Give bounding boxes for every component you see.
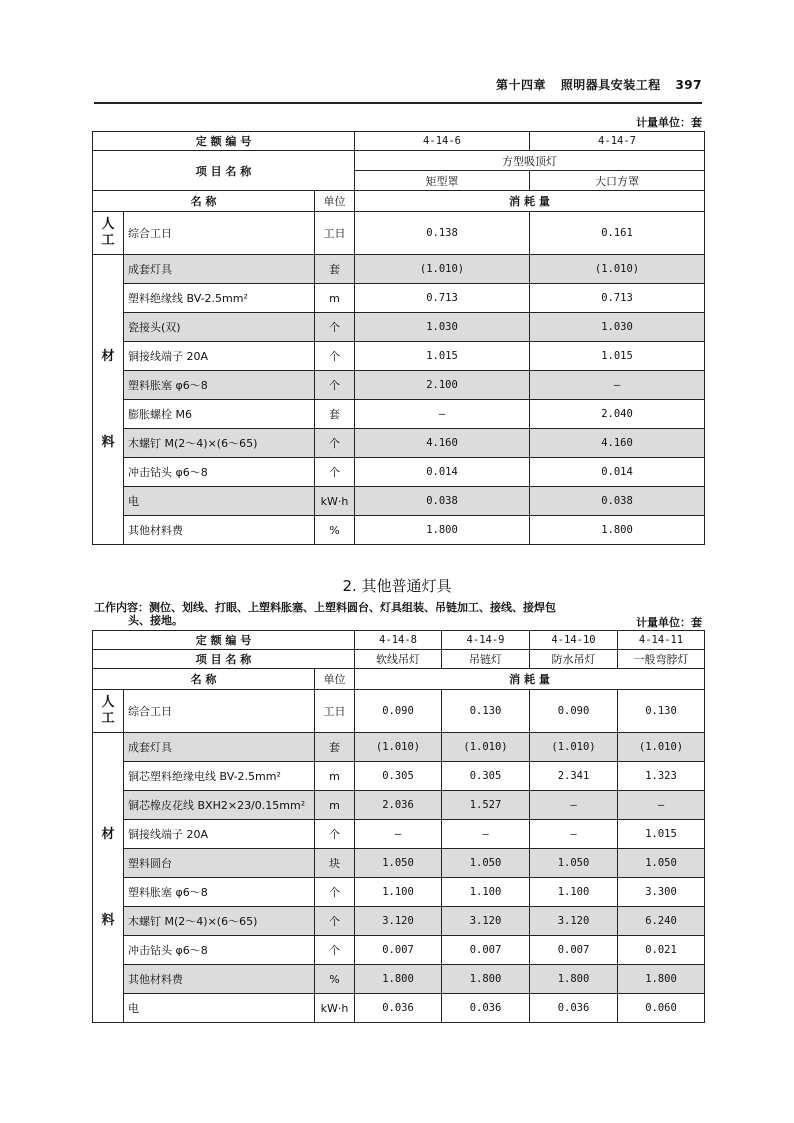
quota-code: 4-14-6 — [355, 132, 530, 151]
material-value: 3.120 — [442, 907, 530, 936]
material-value: 1.015 — [618, 820, 705, 849]
material-name: 塑料圆台 — [124, 849, 315, 878]
material-name: 冲击钻头 φ6～8 — [124, 458, 315, 487]
item-group: 方型吸顶灯 — [355, 151, 705, 171]
material-name: 铜芯橡皮花线 BXH2×23/0.15mm² — [124, 791, 315, 820]
material-unit: 个 — [315, 907, 355, 936]
material-name: 膨胀螺栓 M6 — [124, 400, 315, 429]
table1-unit: 计量单位：套 — [636, 116, 702, 129]
quota-table-1 — [92, 131, 705, 545]
material-unit: m — [315, 762, 355, 791]
material-value: 0.036 — [530, 994, 618, 1023]
material-unit: 个 — [315, 342, 355, 371]
labor-name: 综合工日 — [124, 690, 315, 733]
chapter-title: 照明器具安装工程 — [560, 78, 661, 92]
material-name: 木螺钉 M(2～4)×(6～65) — [124, 429, 315, 458]
labor-unit: 工日 — [315, 212, 355, 255]
material-value: 3.120 — [355, 907, 442, 936]
material-value: 1.800 — [355, 965, 442, 994]
material-unit: % — [315, 965, 355, 994]
material-value: — — [530, 791, 618, 820]
material-value: — — [530, 820, 618, 849]
material-name: 铜接线端子 20A — [124, 342, 315, 371]
labor-value: 0.090 — [355, 690, 442, 733]
labor-category: 人工 — [93, 690, 124, 733]
material-value: 1.100 — [530, 878, 618, 907]
material-value: 1.800 — [618, 965, 705, 994]
material-category-char: 材 — [101, 826, 115, 842]
material-unit: kW·h — [315, 994, 355, 1023]
item-subname: 一般弯脖灯 — [618, 650, 705, 669]
header-text — [486, 76, 702, 93]
consumption-label: 消 耗 量 — [355, 669, 705, 690]
material-unit: 个 — [315, 458, 355, 487]
chapter-label: 第十四章 — [496, 78, 547, 92]
material-name: 成套灯具 — [124, 255, 315, 284]
material-unit: 个 — [315, 371, 355, 400]
material-value: 1.050 — [355, 849, 442, 878]
material-value: — — [442, 820, 530, 849]
labor-name: 综合工日 — [124, 212, 315, 255]
material-value: 1.800 — [355, 516, 530, 545]
material-value: 0.305 — [355, 762, 442, 791]
name-label: 名 称 — [93, 191, 315, 212]
material-unit: 套 — [315, 733, 355, 762]
material-value: — — [355, 820, 442, 849]
material-value: 4.160 — [530, 429, 705, 458]
quota-code: 4-14-9 — [442, 631, 530, 650]
page-header — [94, 72, 702, 104]
material-name: 铜接线端子 20A — [124, 820, 315, 849]
material-name: 其他材料费 — [124, 516, 315, 545]
material-value: 1.323 — [618, 762, 705, 791]
material-category — [93, 733, 124, 1023]
material-unit: 个 — [315, 429, 355, 458]
material-value: 2.100 — [355, 371, 530, 400]
material-name: 其他材料费 — [124, 965, 315, 994]
material-value: (1.010) — [530, 733, 618, 762]
quota-code: 4-14-11 — [618, 631, 705, 650]
material-value: 0.021 — [618, 936, 705, 965]
material-value: 0.036 — [442, 994, 530, 1023]
material-value: 6.240 — [618, 907, 705, 936]
labor-category: 人工 — [93, 212, 124, 255]
material-value: 3.120 — [530, 907, 618, 936]
material-name: 电 — [124, 994, 315, 1023]
work-content-line: 工作内容：测位、划线、打眼、上塑料胀塞、上塑料圆台、灯具组装、吊链加工、接线、接焊包 — [94, 601, 556, 614]
name-label: 名 称 — [93, 669, 315, 690]
material-unit: m — [315, 791, 355, 820]
material-unit: 个 — [315, 313, 355, 342]
material-value: 4.160 — [355, 429, 530, 458]
page-number: 397 — [675, 78, 702, 92]
material-value: — — [618, 791, 705, 820]
material-unit: 块 — [315, 849, 355, 878]
material-value: 1.015 — [355, 342, 530, 371]
item-subname: 吊链灯 — [442, 650, 530, 669]
material-value: 0.014 — [355, 458, 530, 487]
material-name: 铜芯塑料绝缘电线 BV-2.5mm² — [124, 762, 315, 791]
material-unit: 套 — [315, 255, 355, 284]
material-value: 0.038 — [355, 487, 530, 516]
material-category-char: 材 — [101, 348, 115, 364]
material-value: 1.050 — [442, 849, 530, 878]
material-name: 成套灯具 — [124, 733, 315, 762]
material-category-char: 料 — [101, 912, 115, 928]
material-name: 瓷接头(双) — [124, 313, 315, 342]
material-unit: 个 — [315, 936, 355, 965]
table2-unit: 计量单位：套 — [636, 616, 702, 629]
material-name: 木螺钉 M(2～4)×(6～65) — [124, 907, 315, 936]
material-value: 0.007 — [530, 936, 618, 965]
material-value: 1.030 — [355, 313, 530, 342]
labor-value: 0.130 — [442, 690, 530, 733]
material-unit: 套 — [315, 400, 355, 429]
work-content — [94, 601, 556, 627]
material-value: 1.800 — [442, 965, 530, 994]
material-name: 塑料绝缘线 BV-2.5mm² — [124, 284, 315, 313]
material-value: 0.036 — [355, 994, 442, 1023]
material-value: (1.010) — [355, 255, 530, 284]
material-value: 1.030 — [530, 313, 705, 342]
item-name-label: 项 目 名 称 — [93, 650, 355, 669]
material-value: 0.305 — [442, 762, 530, 791]
material-value: 0.007 — [355, 936, 442, 965]
material-unit: 个 — [315, 820, 355, 849]
labor-unit: 工日 — [315, 690, 355, 733]
material-value: 3.300 — [618, 878, 705, 907]
material-value: (1.010) — [355, 733, 442, 762]
item-subname: 矩型罩 — [355, 171, 530, 191]
consumption-label: 消 耗 量 — [355, 191, 705, 212]
quota-code-label: 定 额 编 号 — [93, 631, 355, 650]
work-content-line: 头、接地。 — [128, 614, 183, 627]
material-name: 塑料胀塞 φ6～8 — [124, 371, 315, 400]
material-value: 1.527 — [442, 791, 530, 820]
item-subname: 防水吊灯 — [530, 650, 618, 669]
unit-label: 单位 — [315, 191, 355, 212]
material-value: 0.060 — [618, 994, 705, 1023]
material-value: 2.341 — [530, 762, 618, 791]
material-value: 0.014 — [530, 458, 705, 487]
material-value: 2.036 — [355, 791, 442, 820]
quota-table-2 — [92, 630, 705, 1023]
material-unit: m — [315, 284, 355, 313]
material-unit: % — [315, 516, 355, 545]
material-value: 0.038 — [530, 487, 705, 516]
material-value: 1.100 — [442, 878, 530, 907]
material-value: 0.713 — [530, 284, 705, 313]
material-value: (1.010) — [530, 255, 705, 284]
material-value: (1.010) — [442, 733, 530, 762]
material-name: 冲击钻头 φ6～8 — [124, 936, 315, 965]
material-value: 1.800 — [530, 516, 705, 545]
material-value: 1.015 — [530, 342, 705, 371]
material-name: 塑料胀塞 φ6～8 — [124, 878, 315, 907]
material-name: 电 — [124, 487, 315, 516]
quota-code: 4-14-7 — [530, 132, 705, 151]
unit-label: 单位 — [315, 669, 355, 690]
item-subname: 大口方罩 — [530, 171, 705, 191]
material-unit: 个 — [315, 878, 355, 907]
item-name-label: 项 目 名 称 — [93, 151, 355, 191]
material-category-char: 料 — [101, 434, 115, 450]
item-subname: 软线吊灯 — [355, 650, 442, 669]
material-category — [93, 255, 124, 545]
material-value: (1.010) — [618, 733, 705, 762]
quota-code: 4-14-10 — [530, 631, 618, 650]
quota-code: 4-14-8 — [355, 631, 442, 650]
material-value: 0.713 — [355, 284, 530, 313]
labor-value: 0.138 — [355, 212, 530, 255]
material-unit: kW·h — [315, 487, 355, 516]
labor-value: 0.090 — [530, 690, 618, 733]
material-value: 1.050 — [618, 849, 705, 878]
material-value: 2.040 — [530, 400, 705, 429]
section-title: 2. 其他普通灯具 — [342, 577, 452, 595]
labor-value: 0.130 — [618, 690, 705, 733]
labor-value: 0.161 — [530, 212, 705, 255]
material-value: — — [530, 371, 705, 400]
material-value: 0.007 — [442, 936, 530, 965]
material-value: 1.100 — [355, 878, 442, 907]
quota-code-label: 定 额 编 号 — [93, 132, 355, 151]
material-value: — — [355, 400, 530, 429]
material-value: 1.800 — [530, 965, 618, 994]
material-value: 1.050 — [530, 849, 618, 878]
